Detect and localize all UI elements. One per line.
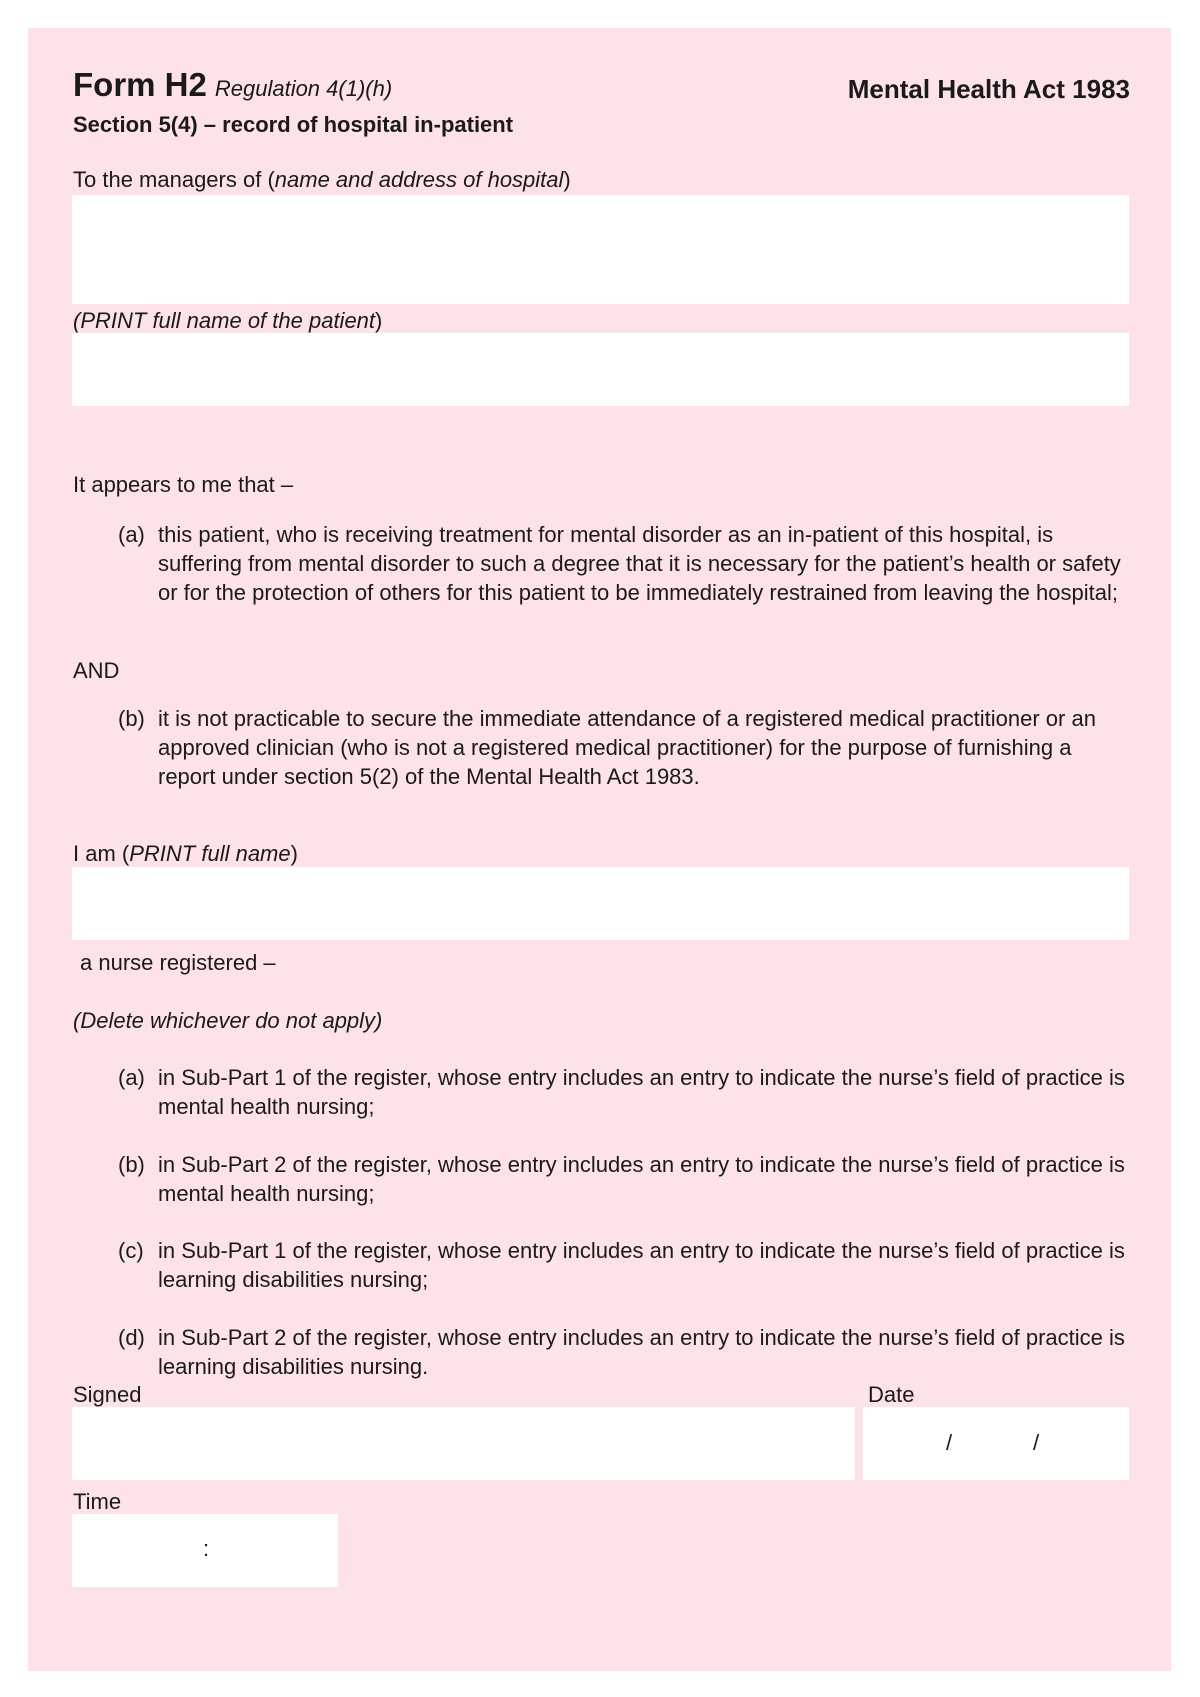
- form-title: [73, 66, 392, 104]
- register-option-c-text: in Sub-Part 1 of the register, whose entry includes an entry to indicate the nurse’s field of practice is learning disabilities nursing;: [158, 1238, 1125, 1292]
- regulation-reference: Regulation 4(1)(h): [214, 76, 393, 101]
- date-separator-2: /: [1033, 1430, 1040, 1455]
- condition-b-letter: (b): [118, 706, 145, 731]
- nurse-name-label-hint: PRINT full name: [129, 841, 291, 866]
- condition-a: [118, 520, 1128, 607]
- managers-label-suffix: ): [563, 167, 571, 192]
- register-option-d-text: in Sub-Part 2 of the register, whose entry includes an entry to indicate the nurse’s field of practice is learning disabilities nursing.: [158, 1325, 1125, 1379]
- register-option-a-letter: (a): [118, 1065, 145, 1090]
- nurse-name-label-prefix: I am (: [73, 841, 130, 866]
- register-option-b-text: in Sub-Part 2 of the register, whose entry includes an entry to indicate the nurse’s field of practice is mental health nursing;: [158, 1152, 1125, 1206]
- section-title: Section 5(4) – record of hospital in-patient: [73, 112, 514, 137]
- nurse-name-label-suffix: ): [290, 841, 298, 866]
- hospital-name-address-field[interactable]: [72, 195, 1129, 304]
- register-option-c-letter: (c): [118, 1238, 144, 1263]
- register-option-a[interactable]: [118, 1063, 1128, 1121]
- time-field[interactable]: [72, 1514, 338, 1587]
- appears-intro: It appears to me that –: [73, 472, 294, 497]
- time-label: Time: [73, 1489, 122, 1514]
- register-option-c[interactable]: [118, 1236, 1128, 1294]
- patient-name-label-suffix: ): [375, 308, 383, 333]
- nurse-registered-label: a nurse registered –: [80, 950, 276, 975]
- date-separator-1: /: [946, 1430, 953, 1455]
- act-title: Mental Health Act 1983: [847, 74, 1130, 104]
- signature-field[interactable]: [72, 1407, 855, 1480]
- register-option-d[interactable]: [118, 1323, 1128, 1381]
- managers-label: [73, 167, 571, 193]
- condition-a-text: this patient, who is receiving treatment for mental disorder as an in-patient of this hospital, is suffering from mental disorder to such a degree that it is necessary for the patient’s health or safety or for the protection of others for this patient to be immediately restrained from leaving the hospital;: [158, 522, 1121, 605]
- register-option-a-text: in Sub-Part 1 of the register, whose entry includes an entry to indicate the nurse’s field of practice is mental health nursing;: [158, 1065, 1125, 1119]
- patient-name-label-hint: (PRINT full name of the patient: [73, 308, 376, 333]
- form-code: Form H2: [73, 66, 207, 103]
- register-option-b-letter: (b): [118, 1152, 145, 1177]
- managers-label-prefix: To the managers of (: [73, 167, 275, 192]
- and-label: AND: [73, 658, 120, 683]
- time-separator: :: [203, 1536, 210, 1561]
- date-label: Date: [868, 1382, 915, 1407]
- condition-b: [118, 704, 1128, 791]
- nurse-name-field[interactable]: [72, 867, 1129, 940]
- managers-label-hint: name and address of hospital: [274, 167, 564, 192]
- nurse-name-label: [73, 841, 298, 867]
- patient-name-field[interactable]: [72, 333, 1129, 406]
- delete-note: (Delete whichever do not apply): [73, 1008, 383, 1033]
- date-field[interactable]: [863, 1407, 1129, 1480]
- register-option-b[interactable]: [118, 1150, 1128, 1208]
- condition-b-text: it is not practicable to secure the immediate attendance of a registered medical practitioner or an approved clinician (who is not a registered medical practitioner) for the purpose of furnishing a report under section 5(2) of the Mental Health Act 1983.: [158, 706, 1096, 789]
- signed-label: Signed: [73, 1382, 142, 1407]
- condition-a-letter: (a): [118, 522, 145, 547]
- patient-name-label: [73, 308, 382, 334]
- register-option-d-letter: (d): [118, 1325, 145, 1350]
